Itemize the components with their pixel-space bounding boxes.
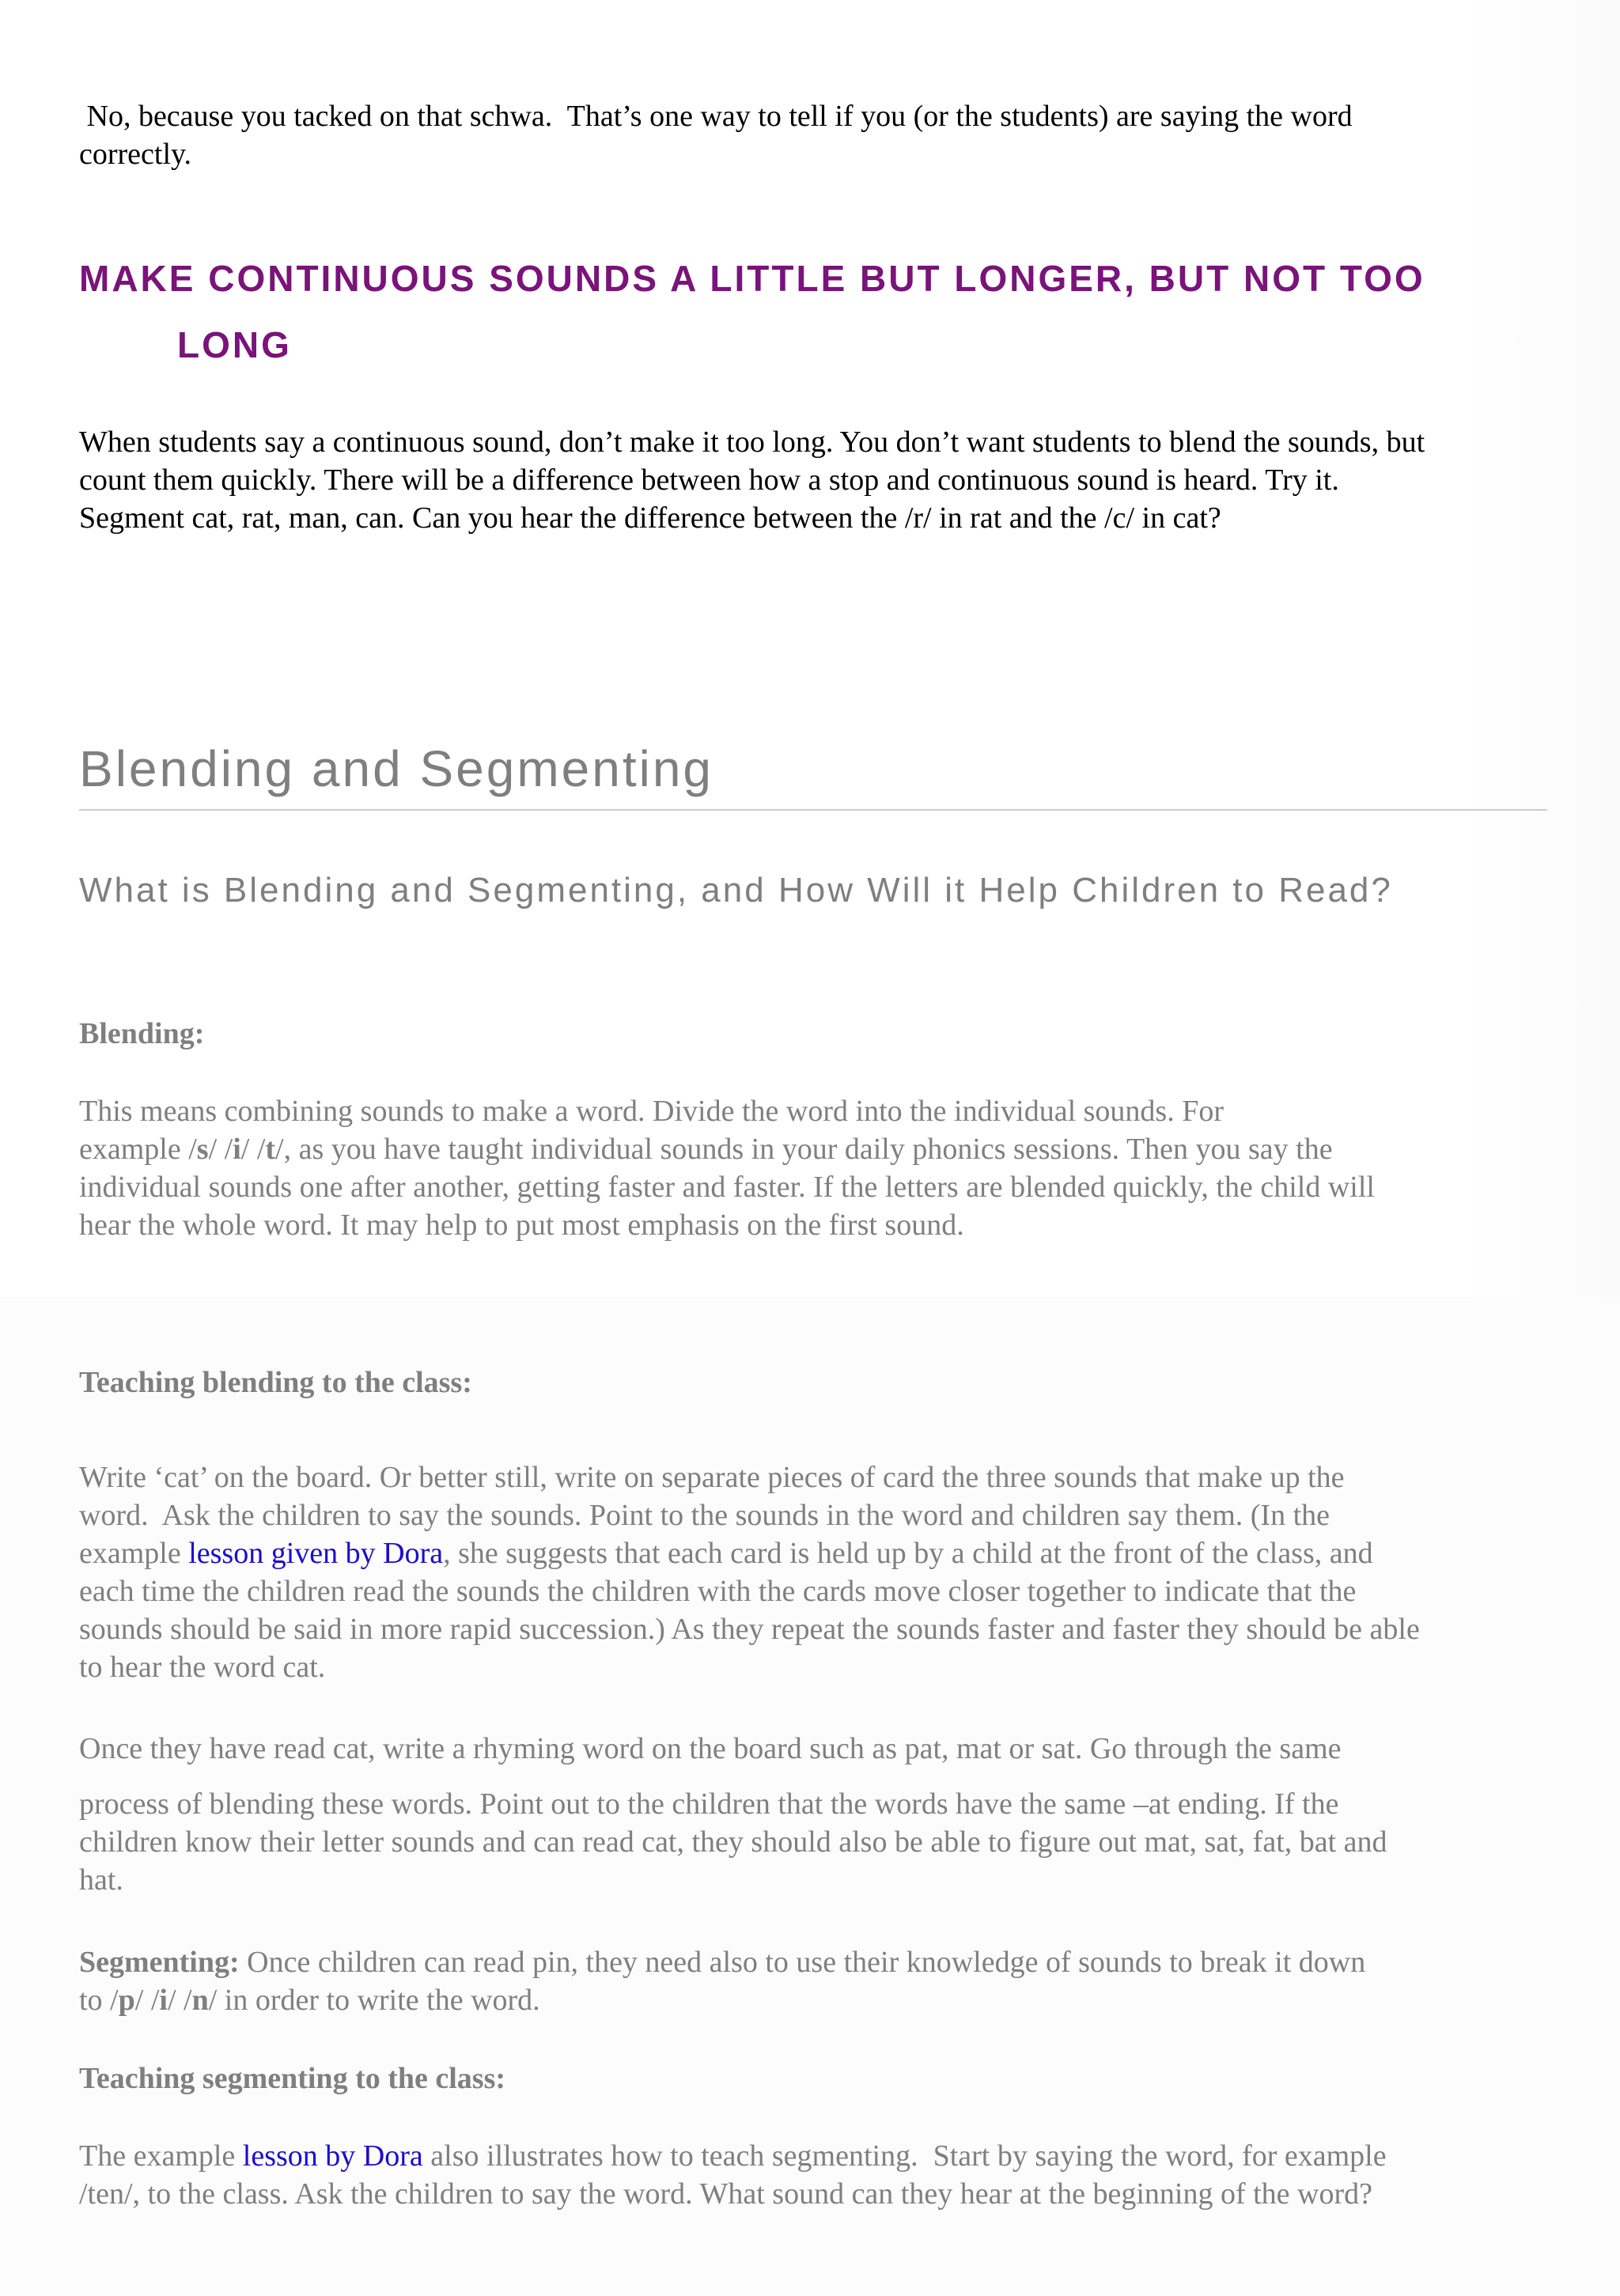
rhyming-paragraph [79, 1730, 1550, 1899]
section-subtitle-block [79, 868, 1550, 913]
paragraph-line: Once they have read cat, write a rhyming word on the board such as pat, mat or sat. Go through the same [79, 1732, 1342, 1765]
text-run: , she suggests that each card is held up by a child at the front of the class, and [443, 1537, 1373, 1570]
teaching-blending-paragraph [79, 1458, 1550, 1686]
teaching-segmenting-label: Teaching segmenting to the class: [79, 2062, 506, 2095]
text-run: also illustrates how to teach segmenting. Start by saying the word, for example [422, 2139, 1387, 2173]
paragraph-line: hat. [79, 1863, 123, 1897]
paragraph-line: each time the children read the sounds the children with the cards move closer together to indicate that the [79, 1575, 1357, 1608]
sound-letter: n [191, 1984, 209, 2017]
paragraph-line: /ten/, to the class. Ask the children to say the word. What sound can they hear at the beginning of the word? [79, 2177, 1372, 2211]
intro-paragraph [79, 97, 1550, 173]
text-run: /, as you have taught individual sounds in your daily phonics sessions. Then you say the [275, 1133, 1333, 1166]
sound-letter: i [233, 1133, 241, 1166]
paragraph-line: to hear the word cat. [79, 1651, 326, 1684]
paragraph-line: count them quickly. There will be a difference between how a stop and continuous sound is heard. Try it. [79, 463, 1339, 497]
continuous-paragraph [79, 423, 1550, 537]
sound-letter: s [196, 1133, 209, 1166]
text-run: / / [167, 1984, 192, 2017]
text-run: / in order to write the word. [208, 1984, 540, 2017]
teaching-blending-label-block [79, 1364, 1550, 1401]
intro-line: No, because you tacked on that schwa. That’s one way to tell if you (or the students) are saying the word [79, 100, 1353, 133]
teaching-segmenting-paragraph [79, 2137, 1550, 2213]
text-run: to / [79, 1984, 119, 2017]
teaching-blending-label: Teaching blending to the class: [79, 1366, 472, 1399]
text-run: Once children can read pin, they need also to use their knowledge of sounds to break it down [239, 1946, 1366, 1979]
continuous-sounds-heading [79, 245, 1550, 378]
paragraph-line: Segment cat, rat, man, can. Can you hear the difference between the /r/ in rat and the /c/ in cat? [79, 501, 1221, 535]
section-title: Blending and Segmenting [79, 740, 713, 797]
sound-letter: p [118, 1984, 135, 2017]
sound-letter: t [265, 1133, 276, 1166]
lesson-by-dora-link[interactable]: lesson by Dora [242, 2139, 423, 2173]
paragraph-line [79, 1981, 1550, 2019]
segmenting-label: Segmenting: [79, 1946, 240, 1979]
text-run: / / [240, 1133, 266, 1166]
heading-line [79, 312, 1550, 378]
paragraph-line: sounds should be said in more rapid succession.) As they repeat the sounds faster and faster they should be able [79, 1613, 1420, 1646]
text-run: / / [208, 1133, 233, 1166]
paragraph-line: process of blending these words. Point out to the children that the words have the same –at ending. If the [79, 1787, 1339, 1821]
intro-line: correctly. [79, 138, 192, 171]
sound-letter: i [159, 1984, 168, 2017]
paragraph-line [79, 1130, 1550, 1168]
heading-line-indented: LONG [177, 324, 292, 365]
paragraph-line: children know their letter sounds and can read cat, they should also be able to figure out mat, sat, fat, bat and [79, 1825, 1387, 1859]
paragraph-line: individual sounds one after another, getting faster and faster. If the letters are blended quickly, the child will [79, 1171, 1375, 1204]
paragraph-line: This means combining sounds to make a word. Divide the word into the individual sounds. For [79, 1095, 1224, 1128]
page-title [79, 739, 1550, 799]
blending-label: Blending: [79, 1017, 205, 1050]
blending-label-block [79, 1015, 1550, 1053]
segmenting-paragraph [79, 1943, 1550, 2019]
heading-line: MAKE CONTINUOUS SOUNDS A LITTLE BUT LONGER, BUT NOT TOO [79, 258, 1425, 299]
blending-paragraph [79, 1092, 1550, 1244]
paragraph-line: word. Ask the children to say the sounds. Point to the sounds in the word and children say them. (In the [79, 1499, 1330, 1532]
paragraph-line: When students say a continuous sound, don’t make it too long. You don’t want students to blend the sounds, but [79, 426, 1425, 459]
paragraph-line [79, 1943, 1550, 1981]
section-subtitle: What is Blending and Segmenting, and How Will it Help Children to Read? [79, 871, 1393, 910]
text-run: example / [79, 1133, 197, 1166]
teaching-segmenting-label-block [79, 2060, 1550, 2097]
text-run: The example [79, 2139, 243, 2173]
title-divider [79, 809, 1547, 811]
paragraph-line: Write ‘cat’ on the board. Or better still, write on separate pieces of card the three sounds that make up the [79, 1461, 1345, 1494]
paragraph-line [79, 2137, 1550, 2175]
paragraph-line: hear the whole word. It may help to put most emphasis on the first sound. [79, 1209, 964, 1242]
text-run: / / [134, 1984, 160, 2017]
paragraph-line [79, 1534, 1550, 1572]
lesson-given-by-dora-link[interactable]: lesson given by Dora [188, 1537, 444, 1570]
text-run: example [79, 1537, 189, 1570]
